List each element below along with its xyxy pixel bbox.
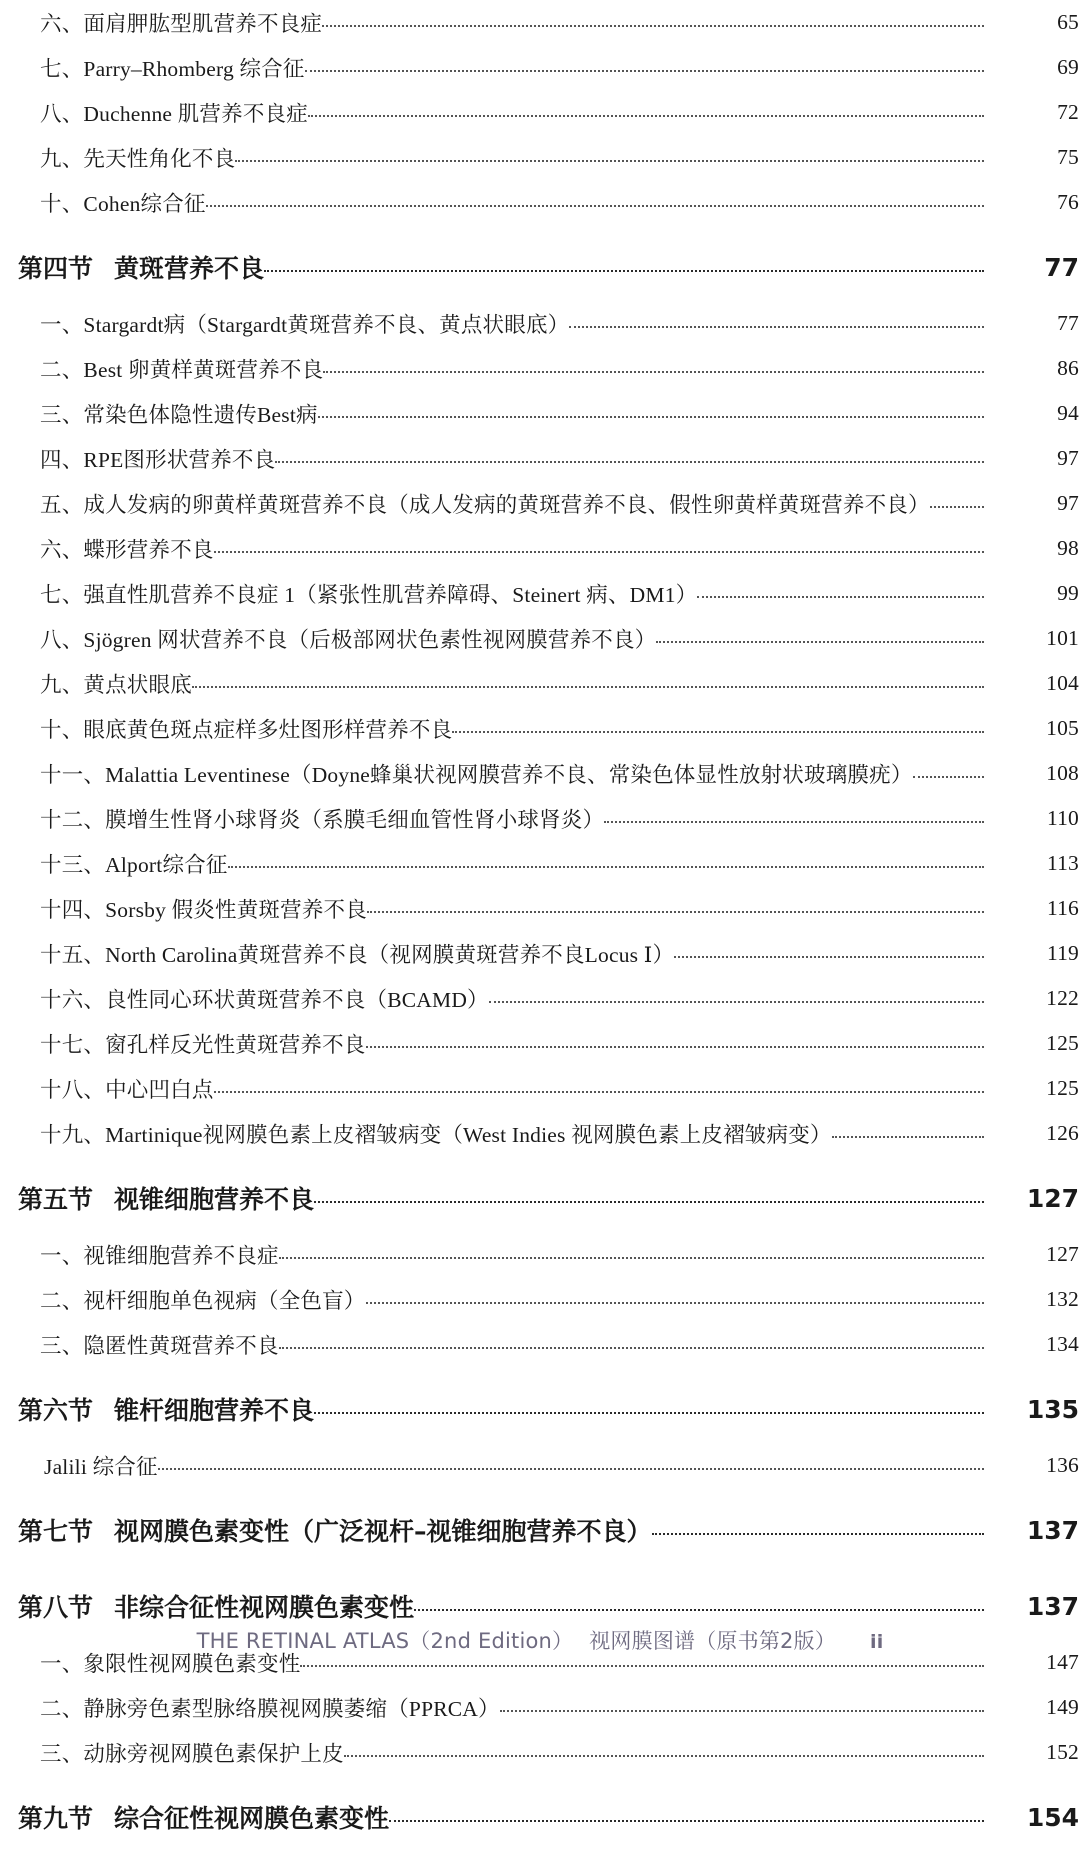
toc-entry-number: 二、: [40, 1697, 84, 1721]
toc-entry-number: 第四节: [18, 254, 94, 283]
toc-entry-title: Martinique视网膜色素上皮褶皱病变（West Indies 视网膜色素上皮褶皱病变）: [105, 1123, 832, 1147]
toc-entry-page-number: 149: [1046, 1695, 1079, 1719]
toc-entry-title: North Carolina黄斑营养不良（视网膜黄斑营养不良Locus Ⅰ）: [105, 943, 675, 967]
toc-entry-title: Cohen综合征: [83, 192, 206, 216]
toc-entry-page-number: 76: [1057, 190, 1079, 214]
toc-item-row[interactable]: [0, 346, 1080, 391]
toc-leader-dots: [235, 147, 984, 169]
toc-entry-number: 八、: [40, 102, 84, 126]
toc-item-row[interactable]: [0, 571, 1080, 616]
toc-entry-page-number: 101: [1046, 626, 1079, 650]
spacer: [0, 1845, 1080, 1851]
toc-leader-dots: [366, 1289, 984, 1311]
toc-leader-dots: [569, 313, 984, 335]
page-footer: [0, 1625, 1080, 1655]
toc-leader-dots: [604, 808, 984, 830]
toc-entry-page-number: 65: [1057, 10, 1079, 34]
toc-section-row[interactable]: [0, 1170, 1080, 1226]
toc-entry-number: 五、: [40, 493, 84, 517]
toc-entry-number: 七、: [40, 57, 84, 81]
toc-entry-label: [40, 1239, 279, 1270]
toc-item-row[interactable]: [0, 706, 1080, 751]
toc-leader-dots: [500, 1697, 984, 1719]
toc-section-row[interactable]: [0, 1381, 1080, 1437]
toc-entry-number: 十、: [40, 718, 84, 742]
toc-entry-label: [40, 1284, 366, 1315]
toc-item-row[interactable]: [0, 301, 1080, 346]
toc-item-row[interactable]: [0, 931, 1080, 976]
toc-item-row[interactable]: [0, 1685, 1080, 1730]
toc-entry-number: 八、: [40, 628, 84, 652]
toc-entry-label: [40, 533, 214, 564]
toc-entry-number: 十二、: [40, 808, 106, 832]
toc-entry-page-number: 99: [1057, 581, 1079, 605]
toc-entry-label: [18, 1799, 389, 1835]
toc-entry-label: [18, 1391, 314, 1427]
toc-entry-title: Stargardt病（Stargardt黄斑营养不良、黄点状眼底）: [83, 313, 570, 337]
toc-leader-dots: [323, 358, 984, 380]
toc-entry-page-number: 116: [1046, 896, 1079, 920]
toc-entry-label: [18, 1180, 314, 1216]
toc-entry-title: 静脉旁色素型脉络膜视网膜萎缩（PPRCA）: [83, 1697, 500, 1721]
toc-item-row[interactable]: [0, 751, 1080, 796]
toc-section-row[interactable]: [0, 1502, 1080, 1558]
toc-entry-page-number: 108: [1046, 761, 1079, 785]
spacer: [0, 1564, 1080, 1578]
toc-entry-title: 眼底黄色斑点症样多灶图形样营养不良: [83, 718, 453, 742]
toc-entry-number: 十九、: [40, 1123, 106, 1147]
toc-leader-dots: [656, 628, 984, 650]
toc-item-row[interactable]: [0, 886, 1080, 931]
toc-entry-page-number: 127: [1026, 1183, 1079, 1213]
toc-entry-title: Sjögren 网状营养不良（后极部网状色素性视网膜营养不良）: [83, 628, 657, 652]
toc-leader-dots: [275, 448, 984, 470]
toc-leader-dots: [279, 1244, 984, 1266]
toc-entry-number: 一、: [40, 1244, 84, 1268]
toc-entry-page-number: 134: [1046, 1332, 1079, 1356]
toc-item-row[interactable]: [0, 391, 1080, 436]
toc-item-row[interactable]: [0, 1232, 1080, 1277]
toc-entry-title: 常染色体隐性遗传Best病: [83, 403, 318, 427]
toc-item-row[interactable]: [0, 1277, 1080, 1322]
toc-entry-label: [40, 713, 452, 744]
toc-entry-page-number: 77: [1057, 311, 1079, 335]
toc-entry-label: [44, 1450, 158, 1481]
toc-entry-page-number: 97: [1057, 491, 1079, 515]
toc-entry-title: 动脉旁视网膜色素保护上皮: [83, 1742, 344, 1766]
toc-entry-number: 一、: [40, 1652, 84, 1676]
toc-leader-dots: [192, 673, 984, 695]
toc-section-row[interactable]: [0, 239, 1080, 295]
toc-item-row[interactable]: [0, 661, 1080, 706]
toc-entry-label: [40, 308, 569, 339]
toc-entry-label: [40, 983, 489, 1014]
toc-entry-number: 一、: [40, 313, 84, 337]
toc-item-row[interactable]: [0, 796, 1080, 841]
toc-entry-number: 九、: [40, 673, 84, 697]
toc-entry-number: 二、: [40, 358, 84, 382]
toc-leader-dots: [228, 853, 984, 875]
toc-item-row[interactable]: [0, 526, 1080, 571]
toc-leader-dots: [314, 1186, 984, 1211]
toc-entry-page-number: 69: [1057, 55, 1079, 79]
toc-leader-dots: [697, 583, 984, 605]
toc-entry-title: Parry–Rhomberg 综合征: [83, 57, 305, 81]
toc-entry-title: 强直性肌营养不良症 1（紧张性肌营养障碍、Steinert 病、DM1）: [83, 583, 698, 607]
toc-entry-title: 先天性角化不良: [83, 147, 236, 171]
footer-title-cn: 视网膜图谱（原书第2版）: [589, 1629, 836, 1653]
toc-entry-title: 面肩胛肱型肌营养不良症: [83, 12, 323, 36]
toc-entry-page-number: 86: [1057, 356, 1079, 380]
toc-entry-number: 三、: [40, 1334, 84, 1358]
toc-entry-title: Malattia Leventinese（Doyne蜂巢状视网膜营养不良、常染色体显性放射状玻璃膜疣）: [105, 763, 913, 787]
toc-leader-dots: [308, 102, 984, 124]
toc-entry-page-number: 147: [1046, 1650, 1079, 1674]
toc-entry-number: 十六、: [40, 988, 106, 1012]
toc-entry-number: 十七、: [40, 1033, 106, 1057]
toc-entry-label: [40, 1329, 279, 1360]
toc-entry-page-number: 137: [1026, 1515, 1079, 1545]
toc-entry-title: Sorsby 假炎性黄斑营养不良: [105, 898, 367, 922]
toc-entry-page-number: 122: [1046, 986, 1079, 1010]
toc-leader-dots: [652, 1518, 984, 1543]
toc-entry-number: 六、: [40, 12, 84, 36]
toc-entry-number: 第五节: [18, 1185, 94, 1214]
toc-entry-label: [40, 488, 930, 519]
toc-leader-dots: [214, 1078, 984, 1100]
toc-leader-dots: [452, 718, 984, 740]
toc-entry-label: [40, 52, 305, 83]
footer-page-number: ii: [870, 1631, 884, 1653]
toc-entry-title: Duchenne 肌营养不良症: [83, 102, 308, 126]
toc-entry-label: [40, 1118, 832, 1149]
toc-entry-page-number: 135: [1026, 1394, 1079, 1424]
toc-leader-dots: [489, 988, 984, 1010]
toc-entry-title: 视锥细胞营养不良症: [83, 1244, 279, 1268]
toc-entry-page-number: 132: [1046, 1287, 1079, 1311]
toc-entry-title: 成人发病的卵黄样黄斑营养不良（成人发病的黄斑营养不良、假性卵黄样黄斑营养不良）: [83, 493, 930, 517]
spacer: [0, 225, 1080, 239]
toc-leader-dots: [322, 12, 984, 34]
toc-entry-page-number: 125: [1046, 1076, 1079, 1100]
toc-entry-label: [18, 1512, 652, 1548]
toc-entry-title: 良性同心环状黄斑营养不良（BCAMD）: [105, 988, 489, 1012]
toc-entry-number: 十五、: [40, 943, 106, 967]
spacer: [0, 1367, 1080, 1381]
toc-entry-page-number: 125: [1046, 1031, 1079, 1055]
toc-item-row[interactable]: [0, 1021, 1080, 1066]
toc-entry-page-number: 104: [1046, 671, 1079, 695]
toc-leader-dots: [279, 1334, 984, 1356]
toc-entry-label: [40, 938, 674, 969]
toc-entry-title: 综合征性视网膜色素变性: [114, 1804, 390, 1833]
toc-entry-title: Best 卵黄样黄斑营养不良: [83, 358, 324, 382]
spacer: [0, 1775, 1080, 1789]
spacer: [0, 1488, 1080, 1502]
toc-entry-number: 十八、: [40, 1078, 106, 1102]
toc-entry-title: 黄点状眼底: [83, 673, 192, 697]
toc-entry-number: 十、: [40, 192, 84, 216]
toc-entry-page-number: 72: [1057, 100, 1079, 124]
toc-entry-page-number: 94: [1057, 401, 1079, 425]
toc-entry-title: 象限性视网膜色素变性: [83, 1652, 301, 1676]
toc-entry-label: [40, 398, 318, 429]
toc-entry-label: [40, 7, 322, 38]
toc-entry-label: [40, 803, 604, 834]
toc-entry-number: 二、: [40, 1289, 84, 1313]
toc-item-row[interactable]: [0, 976, 1080, 1021]
toc-leader-dots: [314, 1397, 984, 1422]
toc-entry-page-number: 152: [1046, 1740, 1079, 1764]
toc-entry-label: [40, 353, 323, 384]
toc-entry-label: [40, 97, 308, 128]
toc-entry-label: [18, 249, 264, 285]
toc-item-row[interactable]: [0, 45, 1080, 90]
toc-leader-dots: [367, 898, 984, 920]
toc-entry-page-number: 126: [1046, 1121, 1079, 1145]
toc-leader-dots: [214, 538, 984, 560]
toc-leader-dots: [389, 1805, 984, 1830]
toc-entry-label: [40, 1737, 344, 1768]
toc-entry-label: [40, 623, 656, 654]
toc-entry-title: 视锥细胞营养不良: [114, 1185, 315, 1214]
toc-entry-label: [40, 893, 367, 924]
toc-entry-title: RPE图形状营养不良: [83, 448, 276, 472]
toc-entry-label: [40, 142, 235, 173]
toc-leader-dots: [318, 403, 984, 425]
toc-leader-dots: [366, 1033, 984, 1055]
toc-entry-page-number: 110: [1046, 806, 1079, 830]
toc-leader-dots: [832, 1123, 984, 1145]
toc-item-row[interactable]: [0, 841, 1080, 886]
toc-leader-dots: [930, 493, 984, 515]
toc-entry-page-number: 119: [1046, 941, 1079, 965]
toc-entry-title: Jalili 综合征: [44, 1455, 158, 1479]
toc-entry-number: 七、: [40, 583, 84, 607]
toc-entry-title: 非综合征性视网膜色素变性: [114, 1593, 415, 1622]
toc-entry-label: [40, 187, 206, 218]
toc-leader-dots: [414, 1594, 984, 1619]
toc-entry-title: 锥杆细胞营养不良: [114, 1396, 315, 1425]
toc-entry-title: Alport综合征: [105, 853, 228, 877]
toc-item-row[interactable]: [0, 180, 1080, 225]
toc-entry-title: 视杆细胞单色视病（全色盲）: [83, 1289, 366, 1313]
toc-item-row[interactable]: [0, 1443, 1080, 1488]
toc-entry-label: [40, 668, 192, 699]
toc-entry-title: 视网膜色素变性（广泛视杆–视锥细胞营养不良）: [114, 1517, 652, 1546]
toc-item-row[interactable]: [0, 616, 1080, 661]
toc-entry-page-number: 105: [1046, 716, 1079, 740]
toc-leader-dots: [344, 1742, 984, 1764]
toc-entry-number: 第八节: [18, 1593, 94, 1622]
toc-item-row[interactable]: [0, 0, 1080, 45]
toc-item-row[interactable]: [0, 135, 1080, 180]
toc-entry-page-number: 127: [1046, 1242, 1079, 1266]
toc-item-row[interactable]: [0, 1111, 1080, 1156]
toc-entry-page-number: 77: [1044, 252, 1079, 282]
toc-entry-number: 三、: [40, 403, 84, 427]
toc-entry-number: 第九节: [18, 1804, 94, 1833]
toc-entry-label: [40, 848, 228, 879]
toc-entry-title: 隐匿性黄斑营养不良: [83, 1334, 279, 1358]
toc-entry-label: [40, 1073, 214, 1104]
toc-entry-number: 第七节: [18, 1517, 94, 1546]
toc-leader-dots: [305, 57, 984, 79]
toc-entry-page-number: 136: [1046, 1453, 1079, 1477]
toc-entry-page-number: 137: [1026, 1591, 1079, 1621]
toc-item-row[interactable]: [0, 481, 1080, 526]
toc-leader-dots: [674, 943, 984, 965]
toc-entry-title: 膜增生性肾小球肾炎（系膜毛细血管性肾小球肾炎）: [105, 808, 605, 832]
toc-item-row[interactable]: [0, 90, 1080, 135]
toc-entry-title: 黄斑营养不良: [114, 254, 265, 283]
toc-leader-dots: [913, 763, 984, 785]
toc-section-row[interactable]: [0, 1789, 1080, 1845]
toc-item-row[interactable]: [0, 1730, 1080, 1775]
toc-entry-title: 蝶形营养不良: [83, 538, 214, 562]
toc-entry-page-number: 98: [1057, 536, 1079, 560]
toc-entry-page-number: 113: [1046, 851, 1079, 875]
toc-entry-number: 十一、: [40, 763, 106, 787]
toc-leader-dots: [158, 1455, 984, 1477]
toc-entry-number: 第六节: [18, 1396, 94, 1425]
toc-entry-title: 中心凹白点: [105, 1078, 214, 1102]
toc-item-row[interactable]: [0, 1322, 1080, 1367]
toc-entry-label: [40, 1692, 500, 1723]
toc-entry-number: 九、: [40, 147, 84, 171]
toc-entry-number: 十四、: [40, 898, 106, 922]
toc-entry-number: 四、: [40, 448, 84, 472]
toc-leader-dots: [264, 255, 984, 280]
toc-entry-label: [40, 1028, 366, 1059]
toc-entry-page-number: 154: [1026, 1802, 1079, 1832]
toc-item-row[interactable]: [0, 1066, 1080, 1111]
toc-entry-page-number: 97: [1057, 446, 1079, 470]
toc-entry-label: [40, 758, 913, 789]
toc-item-row[interactable]: [0, 436, 1080, 481]
toc-leader-dots: [206, 192, 984, 214]
toc-entry-label: [40, 578, 697, 609]
toc-entry-number: 六、: [40, 538, 84, 562]
toc-entry-label: [40, 443, 275, 474]
spacer: [0, 1156, 1080, 1170]
footer-title-en: THE RETINAL ATLAS（2nd Edition）: [196, 1629, 574, 1653]
toc-entry-number: 三、: [40, 1742, 84, 1766]
toc-entry-label: [18, 1588, 414, 1624]
toc-entry-page-number: 75: [1057, 145, 1079, 169]
toc-entry-title: 窗孔样反光性黄斑营养不良: [105, 1033, 366, 1057]
toc-entry-number: 十三、: [40, 853, 106, 877]
